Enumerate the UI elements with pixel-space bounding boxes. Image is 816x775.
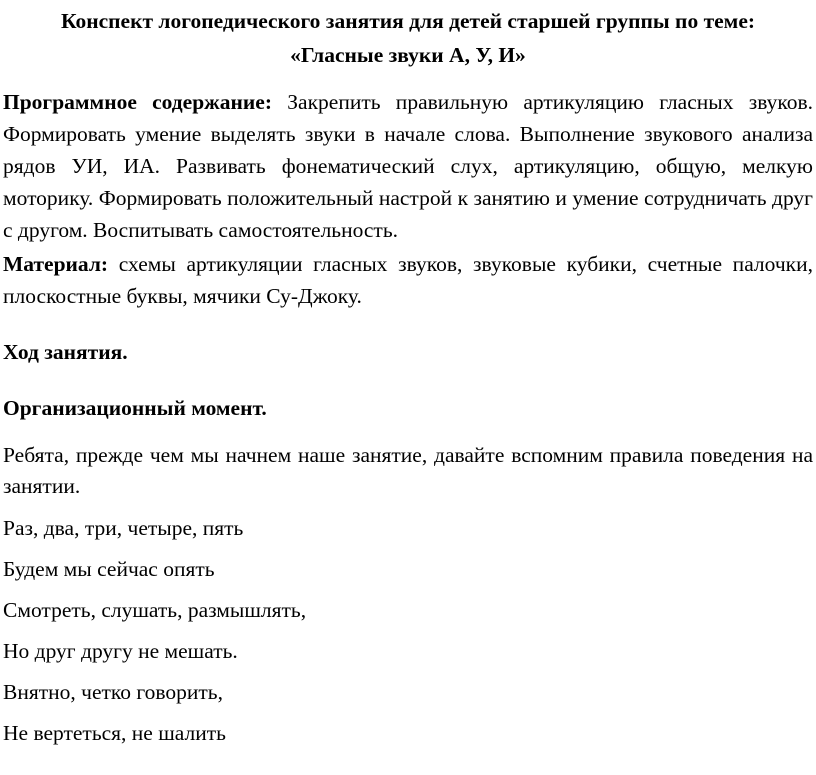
material-paragraph bbox=[3, 248, 813, 312]
verse-line: Смотреть, слушать, размышлять, bbox=[3, 598, 307, 622]
material-text: схемы артикуляции гласных звуков, звуковые кубики, счетные палочки, плоскостные буквы, мячики Су-Джоку. bbox=[3, 252, 813, 308]
document-title-line-2: «Гласные звуки А, У, И» bbox=[290, 43, 526, 67]
spacer bbox=[3, 312, 813, 336]
verse-line: Не вертеться, не шалить bbox=[3, 721, 226, 745]
course-heading: Ход занятия. bbox=[3, 340, 128, 364]
verse-line: Внятно, четко говорить, bbox=[3, 680, 223, 704]
material-label: Материал: bbox=[3, 252, 109, 276]
org-moment-heading: Организационный момент. bbox=[3, 396, 267, 420]
verse-block bbox=[3, 508, 813, 754]
verse-line: Раз, два, три, четыре, пять bbox=[3, 516, 244, 540]
program-content-text: Закрепить правильную артикуляцию гласных звуков. Формировать умение выделять звуки в начале слова. Выполнение звукового анализа рядов УИ, ИА. Развивать фонематический слух, артикуляцию, общую, мелкую моторику. Формировать положительный настрой к занятию и умение сотрудничать друг с другом. Воспитывать самостоятельность. bbox=[3, 90, 813, 242]
spacer bbox=[3, 424, 813, 440]
spacer bbox=[3, 72, 813, 86]
intro-paragraph: Ребята, прежде чем мы начнем наше занятие, давайте вспомним правила поведения на занятии. bbox=[3, 443, 813, 498]
program-content-label: Программное содержание: bbox=[3, 90, 273, 114]
program-content-paragraph bbox=[3, 86, 813, 246]
verse-line: Будем мы сейчас опять bbox=[3, 557, 215, 581]
document-title-line-1: Конспект логопедического занятия для детей старшей группы по теме: bbox=[60, 9, 756, 33]
spacer bbox=[3, 368, 813, 392]
verse-line: Но друг другу не мешать. bbox=[3, 639, 238, 663]
